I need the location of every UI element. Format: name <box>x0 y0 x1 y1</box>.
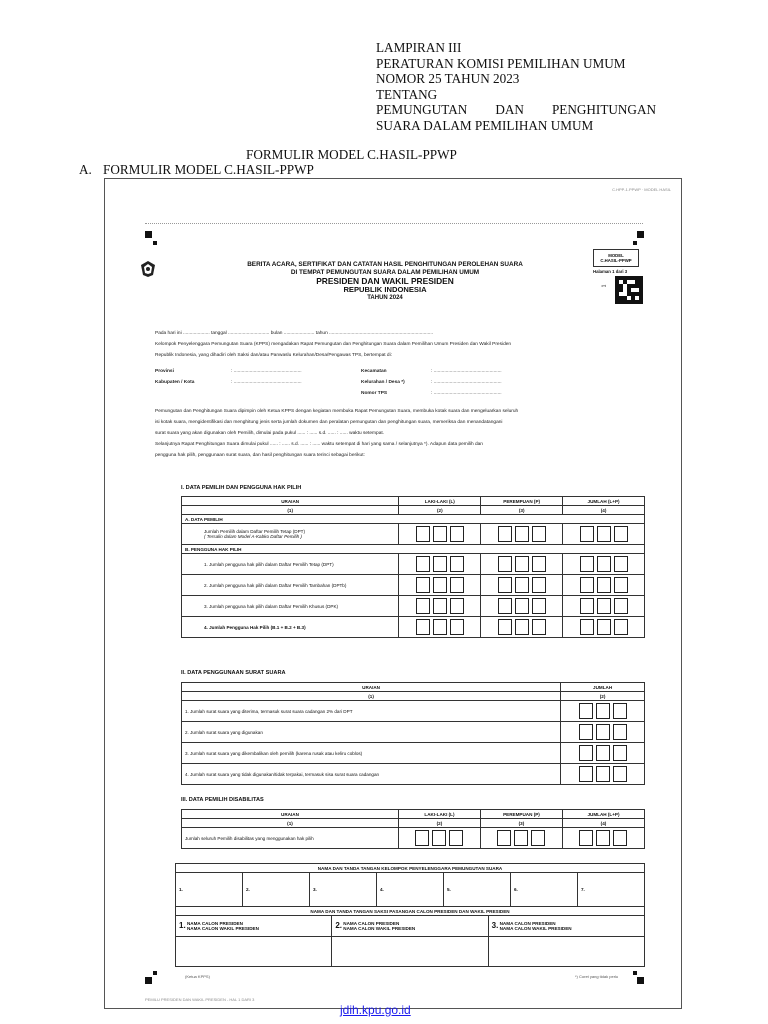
corner-marker <box>145 977 152 984</box>
col-num: (4) <box>562 819 644 828</box>
table-row <box>182 764 645 785</box>
digit-boxes[interactable] <box>563 617 645 638</box>
digit-boxes[interactable] <box>481 575 563 596</box>
row-label <box>182 524 399 545</box>
row-label: 2. Jumlah pengguna hak pilih dalam Daftar Pemilih Tambahan (DPTb) <box>182 575 399 596</box>
saksi-wakil: NAMA CALON WAKIL PRESIDEN <box>186 926 259 932</box>
row-label: 2. Jumlah surat suara yang digunakan <box>182 722 561 743</box>
sig-num: 1. <box>179 887 183 892</box>
disabilitas-table <box>181 809 645 849</box>
model-box <box>593 249 639 267</box>
corner-marker <box>633 241 637 245</box>
col-num: (2) <box>561 692 645 701</box>
kpps-signature-table <box>175 863 645 907</box>
subsection-b: B. PENGGUNA HAK PILIH <box>182 545 645 554</box>
table-row <box>182 617 645 638</box>
section-3-title: III. DATA PEMILIH DISABILITAS <box>181 797 264 803</box>
section-a-letter: A. <box>79 162 92 177</box>
saksi-signature-table <box>175 906 645 967</box>
page-number: 1 <box>601 284 608 288</box>
table-row <box>182 701 645 722</box>
sig-num: 7. <box>581 887 585 892</box>
kecamatan-label: Kecamatan <box>361 369 387 374</box>
saksi-num: 1. <box>179 920 186 930</box>
kpps-signature-7[interactable] <box>578 873 645 907</box>
col-num: (3) <box>480 819 562 828</box>
corner-marker <box>637 231 644 238</box>
sig-num: 3. <box>313 887 317 892</box>
tiny-header: C.HPP-1.PPWP · MODEL HASIL <box>612 187 671 192</box>
header-line-3: PRESIDEN DAN WAKIL PRESIDEN <box>316 276 454 286</box>
col-uraian: URAIAN <box>182 810 399 819</box>
digit-boxes[interactable] <box>481 617 563 638</box>
para2-line-5: pengguna hak pilih, penggunaan surat suara, dan hasil penghitungan suara terinci sebagai berikut: <box>155 453 365 458</box>
kpps-signature-4[interactable] <box>377 873 444 907</box>
form-title: FORMULIR MODEL C.HASIL-PPWP <box>246 147 457 162</box>
kelurahan-value: : ................................................... <box>431 380 502 385</box>
kpps-signature-6[interactable] <box>511 873 578 907</box>
kabupaten-value: : ................................................... <box>231 380 302 385</box>
model-code: C.HASIL-PPWP <box>600 258 632 263</box>
intro-line-3: Republik Indonesia, yang dihadiri oleh Saksi dan/atau Panwaslu Kelurahan/Desa/Pengawas TPS, bertempat di: <box>155 353 392 358</box>
col-num: (2) <box>398 819 480 828</box>
digit-boxes[interactable] <box>480 828 562 849</box>
col-laki: LAKI-LAKI (L) <box>399 497 481 506</box>
row-label: 3. Jumlah pengguna hak pilih dalam Daftar Pemilih Khusus (DPK) <box>182 596 399 617</box>
saksi-wakil: NAMA CALON WAKIL PRESIDEN <box>499 926 572 932</box>
saksi-sign-3[interactable] <box>488 937 644 967</box>
digit-boxes[interactable] <box>562 828 644 849</box>
saksi-presiden: NAMA CALON PRESIDEN <box>499 921 556 927</box>
intro-line-1: Pada hari ini .................... tanggal ............................... bulan ....................... tahun .............................................................................. <box>155 331 434 336</box>
table-row <box>182 524 645 545</box>
col-uraian: URAIAN <box>182 497 399 506</box>
header-line-4: REPUBLIK INDONESIA <box>343 285 427 294</box>
model-label: MODEL <box>608 253 624 258</box>
subsection-a: A. DATA PEMILIH <box>182 515 645 524</box>
kpps-signature-1[interactable] <box>176 873 243 907</box>
digit-boxes[interactable] <box>561 701 645 722</box>
col-num: (2) <box>399 506 481 515</box>
saksi-3 <box>488 916 644 937</box>
col-num: (3) <box>481 506 563 515</box>
intro-line-2: Kelompok Penyelenggara Pemungutan Suara (KPPS) mengadakan Rapat Pemungutan dan Penghitungan Suara dalam Pemilihan Umum Presiden dan Wakil Presiden <box>155 342 512 347</box>
footer-note-right: *) Coret yang tidak perlu <box>575 974 619 979</box>
row-subtext: ( Tersalin dalam Model A-Kabko Daftar Pemilih ) <box>204 534 302 539</box>
digit-boxes[interactable] <box>398 828 480 849</box>
saksi-names <box>343 921 415 931</box>
saksi-sign-1[interactable] <box>176 937 332 967</box>
col-jumlah: JUMLAH <box>561 683 645 692</box>
provinsi-value: : ................................................... <box>231 369 302 374</box>
row-label: 1. Jumlah surat suara yang diterima, termasuk surat suara cadangan 2% dari DPT <box>182 701 561 722</box>
lampiran-line-1: LAMPIRAN III <box>376 40 462 55</box>
form-frame <box>104 178 682 1009</box>
footer-bottom: PEMILU PRESIDEN DAN WAKIL PRESIDEN - HAL 1 DARI 3 <box>145 997 255 1002</box>
kecamatan-value: : ................................................... <box>431 369 502 374</box>
row-label: 4. Jumlah Pengguna Hak Pilih (B.1 + B.2 + B.3) <box>182 617 399 638</box>
word-penghitungan: PENGHITUNGAN <box>551 102 656 117</box>
digit-boxes[interactable] <box>561 764 645 785</box>
word-pemungutan: PEMUNGUTAN <box>376 102 468 117</box>
kelurahan-label: Kelurahan / Desa *) <box>361 380 405 385</box>
digit-boxes[interactable] <box>563 575 645 596</box>
nomor-tps-value: : ................................................... <box>431 391 502 396</box>
corner-marker <box>153 971 157 975</box>
table-row <box>182 554 645 575</box>
lampiran-line-2: PERATURAN KOMISI PEMILIHAN UMUM <box>376 55 626 71</box>
saksi-title: NAMA DAN TANDA TANGAN SAKSI PASANGAN CALON PRESIDEN DAN WAKIL PRESIDEN <box>176 907 645 916</box>
digit-boxes[interactable] <box>563 524 645 545</box>
jdih-link[interactable]: jdih.kpu.go.id <box>340 1003 411 1017</box>
lampiran-line-6: SUARA DALAM PEMILIHAN UMUM <box>376 117 594 133</box>
digit-boxes[interactable] <box>399 575 481 596</box>
col-laki: LAKI-LAKI (L) <box>398 810 480 819</box>
sig-num: 2. <box>246 887 250 892</box>
digit-boxes[interactable] <box>563 554 645 575</box>
row-label: 4. Jumlah surat suara yang tidak digunakan/tidak terpakai, termasuk sisa surat suara cadangan <box>182 764 561 785</box>
col-uraian: URAIAN <box>182 683 561 692</box>
section-a-label: FORMULIR MODEL C.HASIL-PPWP <box>103 162 314 177</box>
col-num: (1) <box>182 819 399 828</box>
table-row <box>182 743 645 764</box>
corner-marker <box>637 977 644 984</box>
kpu-logo-icon <box>141 261 155 277</box>
section-2-title: II. DATA PENGGUNAAN SURAT SUARA <box>181 670 286 676</box>
digit-boxes[interactable] <box>399 617 481 638</box>
col-num: (4) <box>563 506 645 515</box>
para2-line-2: isi kotak suara, mengidentifikasi dan menghitung jenis serta jumlah dokumen dan peralatan pemungutan dan penghitungan suara, memeriksa dan menandatangani <box>155 420 503 425</box>
corner-marker <box>145 231 152 238</box>
surat-suara-table <box>181 682 645 785</box>
section-1-title: I. DATA PEMILIH DAN PENGGUNA HAK PILIH <box>181 485 302 491</box>
digit-boxes[interactable] <box>561 722 645 743</box>
corner-marker <box>633 971 637 975</box>
kpps-signature-5[interactable] <box>444 873 511 907</box>
section-a-heading <box>79 162 314 178</box>
para2-line-4: Selanjutnya Rapat Penghitungan Suara dimulai pukul ...... : ...... s.d. ...... : ...... waktu setempat di hari yang sama / selanjutnya *). Adapun data pemilih dan <box>155 442 483 447</box>
col-num: (1) <box>182 506 399 515</box>
kabupaten-label: Kabupaten / Kota <box>155 380 195 385</box>
digit-boxes[interactable] <box>481 554 563 575</box>
digit-boxes[interactable] <box>399 524 481 545</box>
col-num: (1) <box>182 692 561 701</box>
header-line-5: TAHUN 2024 <box>367 295 403 301</box>
saksi-wakil: NAMA CALON WAKIL PRESIDEN <box>343 926 416 932</box>
halaman-label: Halaman 1 dari 3 <box>593 269 628 274</box>
saksi-presiden: NAMA CALON PRESIDEN <box>186 921 243 927</box>
col-perempuan: PEREMPUAN (P) <box>480 810 562 819</box>
digit-boxes[interactable] <box>563 596 645 617</box>
provinsi-label: Provinsi <box>155 369 174 374</box>
table-row <box>182 722 645 743</box>
lampiran-header <box>376 40 656 133</box>
para2-line-1: Pemungutan dan Penghitungan Suara dipimpin oleh Ketua KPPS dengan kegiatan membuka Rapat Pemungutan Suara, membuka kotak suara dan mengeluarkan seluruh <box>155 409 519 414</box>
digit-boxes[interactable] <box>481 524 563 545</box>
col-perempuan: PEREMPUAN (P) <box>481 497 563 506</box>
footer-note-left: (Ketua KPPS) <box>185 974 210 979</box>
dotted-cut-line <box>145 223 643 224</box>
saksi-names <box>187 921 259 931</box>
table-row <box>182 596 645 617</box>
saksi-presiden: NAMA CALON PRESIDEN <box>343 921 400 927</box>
word-dan: DAN <box>495 102 524 117</box>
saksi-names <box>500 921 572 931</box>
lampiran-line-3: NOMOR 25 TAHUN 2023 <box>376 71 520 86</box>
row-label: 1. Jumlah pengguna hak pilih dalam Daftar Pemilih Tetap (DPT) <box>182 554 399 575</box>
row-text: Jumlah Pemilih dalam Daftar Pemilih Tetap (DPT) <box>204 529 306 534</box>
header-line-1: BERITA ACARA, SERTIFIKAT DAN CATATAN HASIL PENGHITUNGAN PEROLEHAN SUARA <box>247 261 523 268</box>
table-row <box>182 575 645 596</box>
digit-boxes[interactable] <box>399 596 481 617</box>
header-line-2: DI TEMPAT PEMUNGUTAN SUARA DALAM PEMILIHAN UMUM <box>290 269 480 276</box>
col-jumlah: JUMLAH (L+P) <box>563 497 645 506</box>
nomor-tps-label: Nomor TPS <box>361 391 388 396</box>
sig-num: 5. <box>447 887 451 892</box>
kpps-title: NAMA DAN TANDA TANGAN KELOMPOK PENYELENGGARA PEMUNGUTAN SUARA <box>176 864 645 873</box>
row-label: Jumlah seluruh Pemilih disabilitas yang menggunakan hak pilih <box>182 828 399 849</box>
col-jumlah: JUMLAH (L+P) <box>562 810 644 819</box>
saksi-num: 2. <box>335 920 342 930</box>
saksi-1 <box>176 916 332 937</box>
form-header <box>215 261 555 302</box>
kpps-signature-2[interactable] <box>243 873 310 907</box>
row-label: 3. Jumlah surat suara yang dikembalikan oleh pemilih (karena rusak atau keliru coblos) <box>182 743 561 764</box>
saksi-2 <box>332 916 488 937</box>
sig-num: 6. <box>514 887 518 892</box>
lampiran-line-4: TENTANG <box>376 86 438 102</box>
data-pemilih-table <box>181 496 645 638</box>
corner-marker <box>153 241 157 245</box>
digit-boxes[interactable] <box>481 596 563 617</box>
kpps-signature-3[interactable] <box>310 873 377 907</box>
digit-boxes[interactable] <box>399 554 481 575</box>
qr-code-icon <box>615 276 643 304</box>
digit-boxes[interactable] <box>561 743 645 764</box>
para2-line-3: surat suara yang akan digunakan oleh Pemilih, dimulai pada pukul ...... : ...... s.d. ...... : ...... waktu setempat. <box>155 431 385 436</box>
saksi-num: 3. <box>491 920 499 930</box>
saksi-sign-2[interactable] <box>332 937 488 967</box>
lampiran-line-5 <box>376 102 656 118</box>
table-row <box>182 828 645 849</box>
sig-num: 4. <box>380 887 384 892</box>
